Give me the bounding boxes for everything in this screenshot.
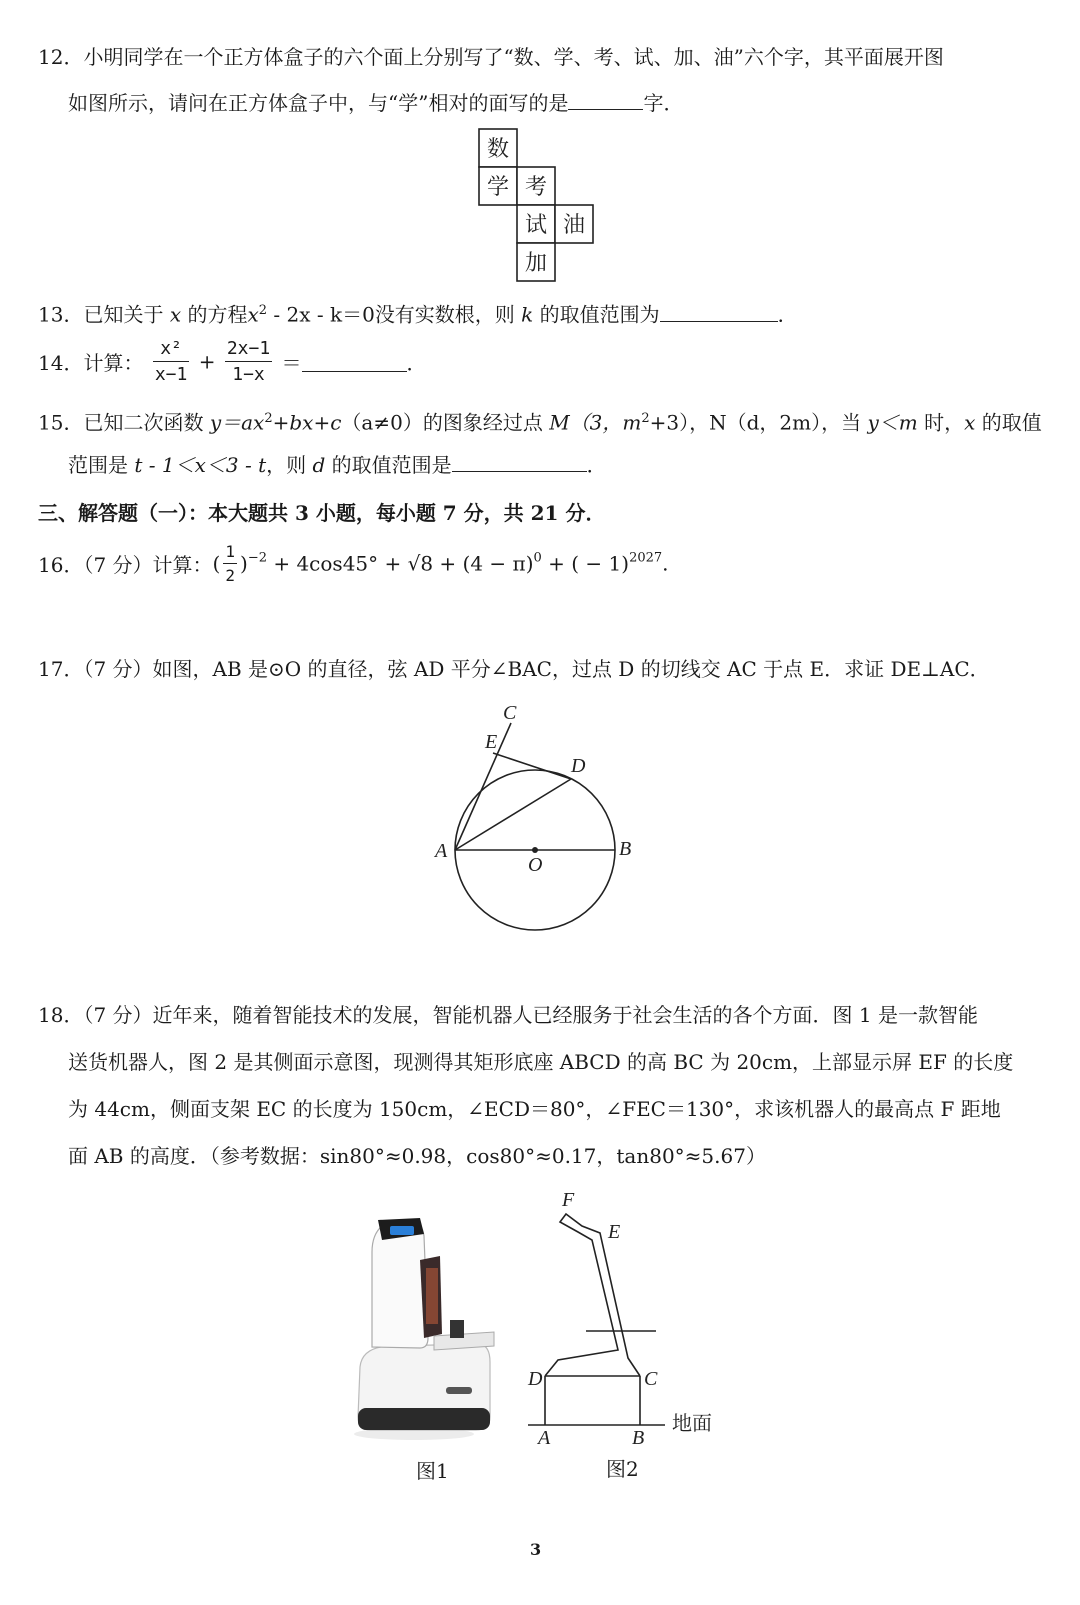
label-a: A bbox=[538, 1427, 551, 1448]
q15-line1: 15．已知二次函数 $y=ax^2+bx+c(a\ne 0)$的图象经过点 M（3，$m^2+3$），N（d，2m），当 y＜m 时，x 的取值 bbox=[38, 410, 1042, 435]
label-c: C bbox=[503, 702, 517, 724]
net-label: 考 bbox=[524, 174, 548, 199]
label-ground: 地面 bbox=[672, 1411, 712, 1435]
q13-line: 13．已知关于 x 的方程$x^2 - 2x - k=0$没有实数根，则 k 的取值范围为 ． bbox=[38, 302, 798, 327]
answer-blank[interactable] bbox=[660, 301, 778, 322]
page-number: 3 bbox=[530, 1540, 542, 1559]
q17-line: 17．（7 分）如图，AB 是⊙O 的直径，弦 AD 平分∠BAC，过点 D 的切线交 AC 于点 E．求证 DE⊥AC． bbox=[38, 657, 990, 681]
net-label: 油 bbox=[562, 212, 586, 237]
figure-1-caption: 图1 bbox=[416, 1459, 449, 1483]
fraction: $\frac{2x-1}{1-x}$ bbox=[226, 338, 271, 385]
fraction: $\frac{1}{2}$ bbox=[225, 542, 235, 585]
q15-line2: 范围是 t - 1＜x＜3 - t，则 d 的取值范围是 ． bbox=[68, 453, 607, 477]
cube-net-figure bbox=[478, 128, 596, 284]
label-o: O bbox=[528, 854, 543, 876]
circle-geometry-figure bbox=[425, 695, 655, 945]
label-c: C bbox=[644, 1368, 658, 1390]
q12-line1: 12．小明同学在一个正方体盒子的六个面上分别写了“数、学、考、试、加、油”六个字，其平面展开图 bbox=[38, 45, 944, 69]
label-f: F bbox=[562, 1189, 575, 1211]
label-e: E bbox=[608, 1221, 621, 1243]
fraction: $\frac{\text{x²}}{x-1}$ bbox=[154, 338, 188, 385]
label-d: D bbox=[528, 1368, 543, 1390]
q16-line: 16．（7 分）计算：( $\frac{1}{2}$ )$^{-2} + 4\cos 45^\circ + √8 + (4 - \pi)^0$ + ( − 1)$^{2027}$. bbox=[38, 542, 669, 585]
answer-blank[interactable] bbox=[568, 89, 643, 110]
q18-line1: 18．（7 分）近年来，随着智能技术的发展，智能机器人已经服务于社会生活的各个方面．图 1 是一款智能 bbox=[38, 1003, 978, 1027]
side-schematic-figure bbox=[520, 1188, 730, 1448]
answer-blank[interactable] bbox=[452, 451, 587, 472]
q12-line2: 如图所示，请问在正方体盒子中，与“学”相对的面写的是 字． bbox=[68, 91, 684, 115]
section-title: 三、解答题（一）：本大题共 3 小题，每小题 7 分，共 21 分． bbox=[38, 501, 606, 525]
robot-outline bbox=[545, 1214, 640, 1376]
answer-blank[interactable] bbox=[302, 351, 407, 372]
chord-ad bbox=[455, 779, 571, 850]
net-label: 数 bbox=[486, 136, 510, 161]
line-ac bbox=[455, 723, 511, 850]
net-label: 学 bbox=[486, 174, 510, 199]
label-d: D bbox=[571, 755, 586, 777]
label-a: A bbox=[435, 840, 448, 862]
label-b: B bbox=[632, 1427, 645, 1448]
robot-illustration bbox=[350, 1212, 500, 1442]
net-label: 加 bbox=[524, 250, 548, 275]
q18-line2: 送货机器人，图 2 是其侧面示意图，现测得其矩形底座 ABCD 的高 BC 为 20cm，上部显示屏 EF 的长度 bbox=[68, 1050, 1014, 1074]
figure-2-caption: 图2 bbox=[606, 1457, 639, 1481]
q18-line4: 面 AB 的高度．（参考数据：sin80°≈0.98，cos80°≈0.17，tan80°≈5.67） bbox=[68, 1144, 766, 1168]
label-b: B bbox=[619, 838, 632, 860]
q14-line: 14．计算： $\frac{\text{x²}}{x-1}$ + $\frac{2x-1}{1-x}$ ＝ ． bbox=[38, 338, 427, 385]
center-point bbox=[532, 847, 538, 853]
net-label: 试 bbox=[524, 212, 548, 237]
q18-line3: 为 44cm，侧面支架 EC 的长度为 150cm，∠ECD＝80°，∠FEC＝130°，求该机器人的最高点 F 距地 bbox=[68, 1097, 1001, 1121]
label-e: E bbox=[485, 731, 498, 753]
